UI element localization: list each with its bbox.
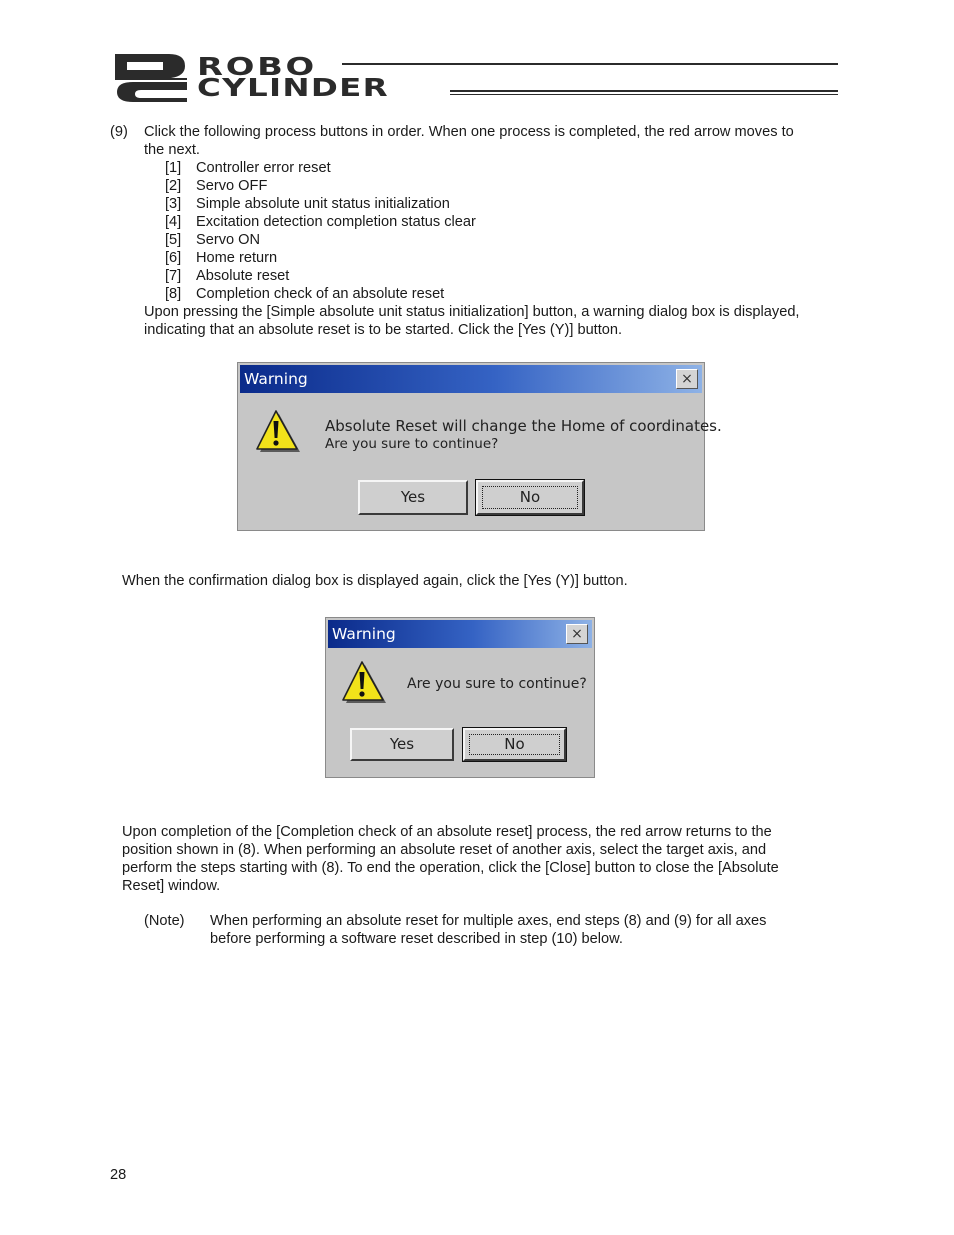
step-after-line1: Upon pressing the [Simple absolute unit status initialization] button, a warning dialog box is displayed,	[144, 304, 800, 320]
no-button[interactable]	[463, 728, 566, 761]
warning-icon	[340, 660, 388, 711]
yes-button-label: Yes	[389, 735, 415, 753]
list-item-number: [1]	[165, 160, 182, 176]
warning-dialog-absolute-reset	[237, 362, 722, 531]
list-item-text: Controller error reset	[196, 160, 331, 176]
list-item-text: Home return	[196, 250, 278, 266]
warning-icon	[254, 409, 302, 460]
list-item-text: Servo OFF	[196, 178, 268, 194]
step-after-line2: indicating that an absolute reset is to be started. Click the [Yes (Y)] button.	[144, 322, 623, 338]
logo-text-cylinder: CYLINDER	[197, 73, 389, 102]
list-item-number: [4]	[165, 214, 182, 230]
list-item-text: Servo ON	[196, 232, 261, 248]
list-item-number: [8]	[165, 286, 182, 302]
warning-dialog-confirm	[325, 617, 595, 778]
header-rule-top	[342, 63, 838, 65]
close-icon: ×	[571, 626, 583, 642]
step-intro-line2: the next.	[144, 142, 200, 158]
yes-button[interactable]	[358, 480, 468, 515]
list-item-number: [6]	[165, 250, 182, 266]
list-item-number: [5]	[165, 232, 182, 248]
dialog-titlebar	[328, 620, 592, 648]
yes-button[interactable]	[350, 728, 454, 761]
list-item-number: [2]	[165, 178, 182, 194]
no-button[interactable]	[476, 480, 584, 515]
logo-text-robo: ROBO	[197, 52, 317, 81]
no-button-label: No	[504, 735, 525, 753]
list-item-number: [7]	[165, 268, 182, 284]
dialog-close-button[interactable]	[676, 369, 698, 389]
close-icon: ×	[681, 371, 693, 387]
dialog-close-button[interactable]	[566, 624, 588, 644]
completion-line2: position shown in (8). When performing an absolute reset of another axis, select the target axis, and	[122, 842, 767, 858]
list-item-text: Simple absolute unit status initialization	[196, 196, 450, 212]
confirmation-instruction: When the confirmation dialog box is displayed again, click the [Yes (Y)] button.	[122, 573, 628, 589]
list-item-text: Absolute reset	[196, 268, 290, 284]
completion-line4: Reset] window.	[122, 878, 221, 894]
list-item-text: Excitation detection completion status clear	[196, 214, 476, 230]
completion-line3: perform the steps starting with (8). To end the operation, click the [Close] button to close the [Absolute	[122, 860, 779, 876]
dialog-message-line1: Absolute Reset will change the Home of coordinates.	[325, 417, 722, 435]
dialog-message-line2: Are you sure to continue?	[325, 436, 499, 452]
dialog-titlebar	[240, 365, 702, 393]
header-rule-bottom	[450, 90, 838, 92]
dialog-title: Warning	[332, 625, 396, 643]
note-line1: When performing an absolute reset for multiple axes, end steps (8) and (9) for all axes	[210, 913, 767, 929]
no-button-label: No	[519, 488, 541, 506]
note-label: (Note)	[144, 913, 185, 929]
list-item-number: [3]	[165, 196, 182, 212]
completion-line1: Upon completion of the [Completion check of an absolute reset] process, the red arrow returns to the	[122, 824, 772, 840]
page-number: 28	[110, 1167, 127, 1183]
step-intro-line1: Click the following process buttons in order. When one process is completed, the red arrow moves to	[144, 124, 794, 140]
list-item-text: Completion check of an absolute reset	[196, 286, 445, 302]
dialog-title: Warning	[244, 370, 308, 388]
step-number: (9)	[110, 124, 128, 140]
yes-button-label: Yes	[400, 488, 426, 506]
dialog-message-line1: Are you sure to continue?	[407, 676, 587, 692]
robo-cylinder-logo-mark	[113, 52, 191, 104]
note-line2: before performing a software reset described in step (10) below.	[210, 931, 623, 947]
header-rule-bottom-thin	[450, 94, 838, 95]
